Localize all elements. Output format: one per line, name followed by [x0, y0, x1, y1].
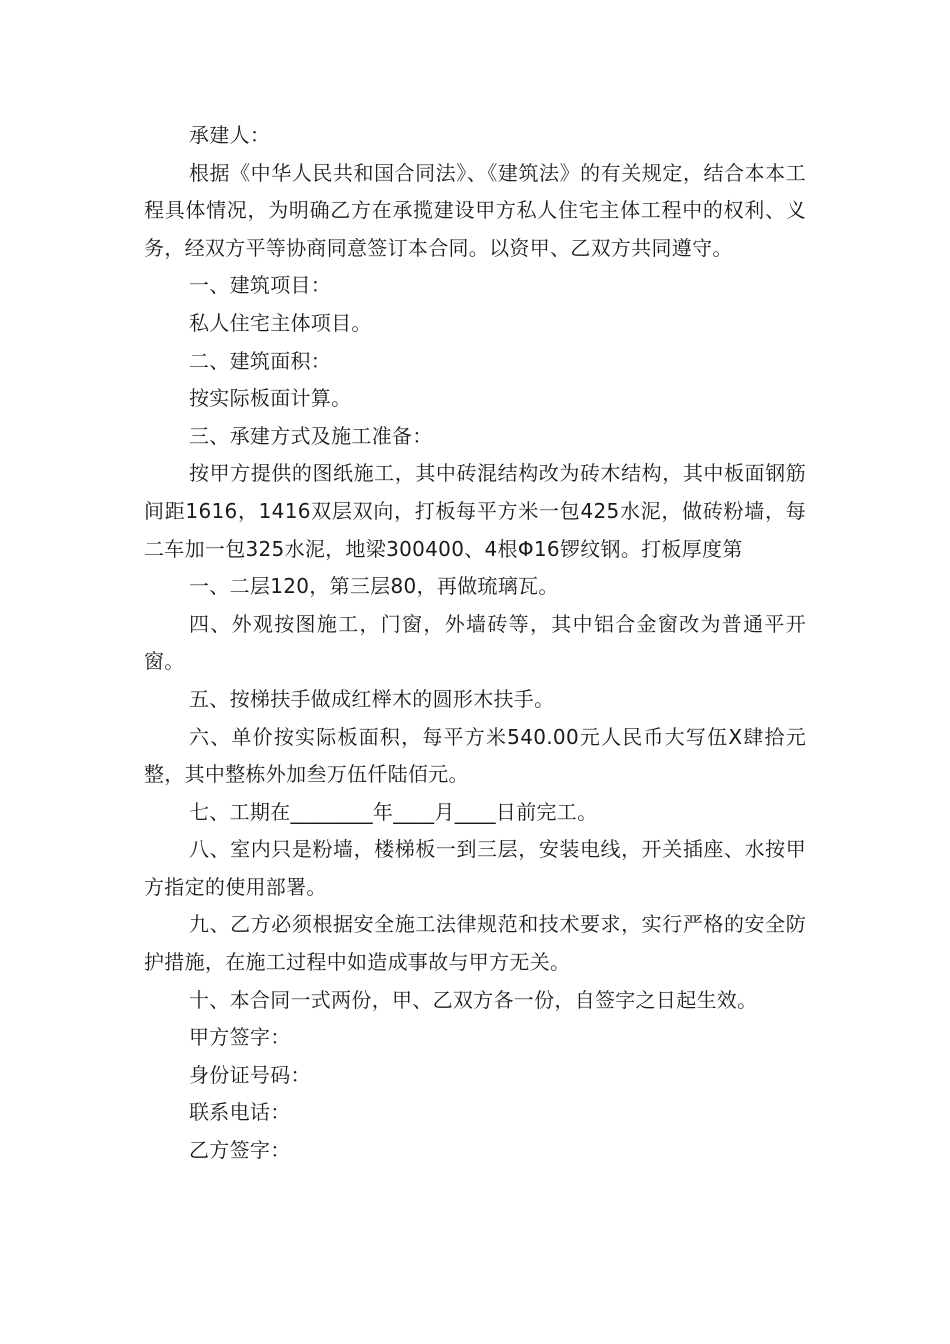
party-a-signature-line: 甲方签字：	[189, 1025, 291, 1050]
slab-thickness-paragraph: 一、二层120，第三层80，再做琉璃瓦。	[189, 574, 559, 599]
preamble-paragraph: 根据《中华人民共和国合同法》、《建筑法》的有关规定，结合本本工程具体情况，为明确乙方在承揽建设甲方私人住宅主体工程中的权利、义务，经双方平等协商同意签订本合同。以资甲、乙双方共同遵守。	[144, 160, 806, 260]
clause-eight: 八、室内只是粉墙，楼梯板一到三层，安装电线，开关插座、水按甲方指定的使用部署。	[144, 837, 806, 899]
contractor-line: 承建人：	[189, 123, 271, 147]
project-description: 私人住宅主体项目。	[189, 310, 372, 335]
clause-ten: 十、本合同一式两份，甲、乙双方各一份，自签字之日起生效。	[189, 987, 758, 1012]
section-heading-area: 二、建筑面积：	[189, 348, 332, 373]
clause-seven: 七、工期在________年____月____日前完工。	[189, 799, 598, 824]
section-heading-project: 一、建筑项目：	[189, 273, 332, 298]
area-description: 按实际板面计算。	[189, 386, 352, 411]
clause-four: 四、外观按图施工，门窗，外墙砖等，其中铝合金窗改为普通平开窗。	[144, 611, 806, 674]
method-paragraph: 按甲方提供的图纸施工，其中砖混结构改为砖木结构，其中板面钢筋间距1616，1416双层双向，打板每平方米一包425水泥，做砖粉墙，每二车加一包325水泥，地梁300400、4根Φ16锣纹钢。打板厚度第	[144, 461, 806, 561]
party-b-signature-line: 乙方签字：	[189, 1138, 291, 1163]
clause-six: 六、单价按实际板面积，每平方米540.00元人民币大写伍X肆拾元整，其中整栋外加叁万伍仟陆佰元。	[144, 724, 806, 787]
clause-five: 五、按梯扶手做成红榉木的圆形木扶手。	[189, 686, 555, 711]
section-heading-method: 三、承建方式及施工准备：	[189, 423, 433, 448]
phone-line: 联系电话：	[189, 1100, 291, 1125]
id-number-line: 身份证号码：	[189, 1062, 311, 1087]
clause-nine: 九、乙方必须根据安全施工法律规范和技术要求，实行严格的安全防护措施，在施工过程中如造成事故与甲方无关。	[144, 912, 806, 975]
contract-body	[144, 117, 806, 1170]
